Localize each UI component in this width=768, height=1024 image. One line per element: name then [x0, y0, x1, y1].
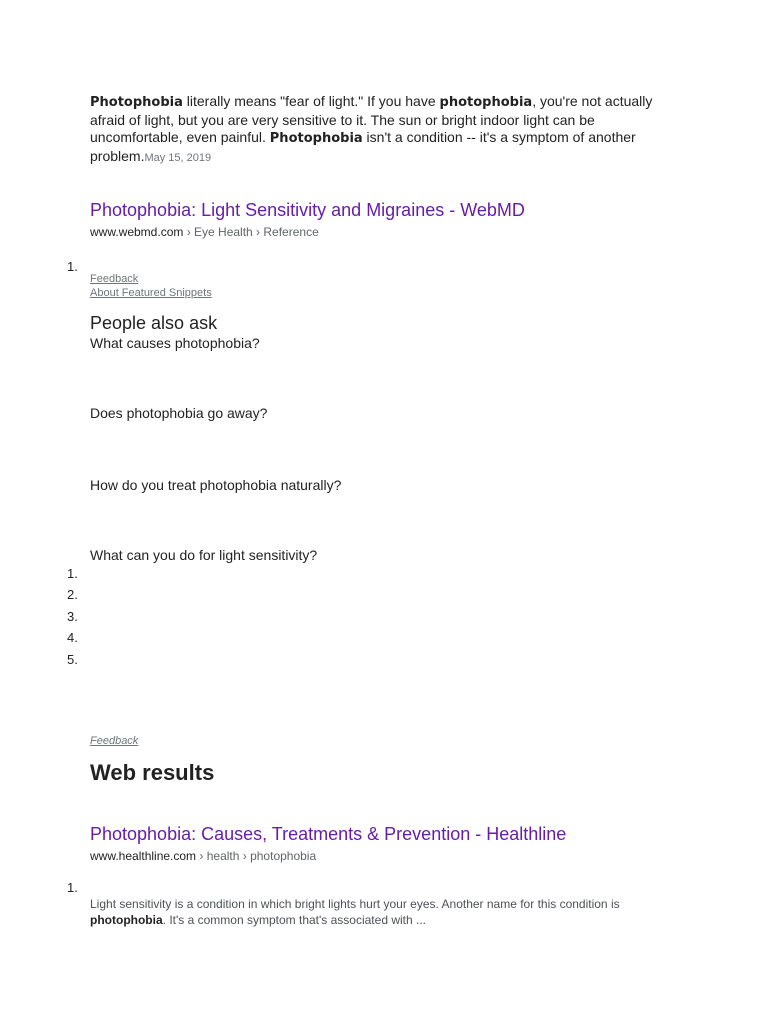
- healthline-description: [90, 896, 680, 928]
- snippet-bold-3: Photophobia: [269, 131, 363, 146]
- snippet-list-number: 1.: [67, 259, 78, 274]
- paa-question[interactable]: Does photophobia go away?: [90, 405, 268, 421]
- desc-text-1: Light sensitivity is a condition in which bright lights hurt your eyes. Another name for this condition is: [90, 897, 620, 911]
- paa-question[interactable]: What can you do for light sensitivity?: [90, 547, 318, 563]
- paa-list-number: 1.: [67, 566, 78, 581]
- people-also-ask-heading: People also ask: [90, 313, 218, 333]
- healthline-result-title-link[interactable]: Photophobia: Causes, Treatments & Prevention - Healthline: [90, 824, 567, 844]
- healthline-cite: [90, 849, 316, 863]
- snippet-text-1: literally means "fear of light." If you have: [182, 93, 440, 109]
- snippet-date: May 15, 2019: [144, 151, 212, 164]
- desc-text-2: . It's a common symptom that's associated with ...: [162, 913, 426, 927]
- desc-bold-1: photophobia: [90, 913, 163, 927]
- snippet-bold-1: Photophobia: [90, 95, 183, 110]
- about-featured-snippets-link[interactable]: About Featured Snippets: [90, 287, 212, 299]
- paa-list-number: 4.: [67, 630, 78, 645]
- web-result-list-number: 1.: [67, 880, 78, 895]
- snippet-text-2: , you're not actually afraid of light, but you are very sensitive to it. The sun or bright indoor light can be uncomfortable, even painful.: [90, 93, 653, 145]
- paa-question[interactable]: How do you treat photophobia naturally?: [90, 477, 342, 493]
- healthline-cite-host: www.healthline.com: [90, 849, 197, 863]
- web-results-heading: Web results: [90, 760, 215, 785]
- webmd-cite-host: www.webmd.com: [90, 225, 184, 239]
- paa-list-number: 3.: [67, 609, 78, 624]
- featured-snippet-text: [90, 93, 675, 167]
- paa-list-number: 2.: [67, 587, 78, 602]
- webmd-cite-path: › Eye Health › Reference: [183, 225, 319, 239]
- healthline-cite-path: › health › photophobia: [196, 849, 317, 863]
- paa-question[interactable]: What causes photophobia?: [90, 335, 260, 351]
- paa-feedback-link[interactable]: Feedback: [90, 735, 139, 747]
- snippet-feedback-link[interactable]: Feedback: [90, 273, 139, 285]
- snippet-bold-2: photophobia: [439, 95, 533, 110]
- paa-list-number: 5.: [67, 652, 78, 667]
- snippet-text-3: isn't a condition -- it's a symptom of another problem.: [90, 129, 636, 164]
- webmd-result-title-link[interactable]: Photophobia: Light Sensitivity and Migraines - WebMD: [90, 200, 525, 220]
- webmd-cite: [90, 225, 319, 239]
